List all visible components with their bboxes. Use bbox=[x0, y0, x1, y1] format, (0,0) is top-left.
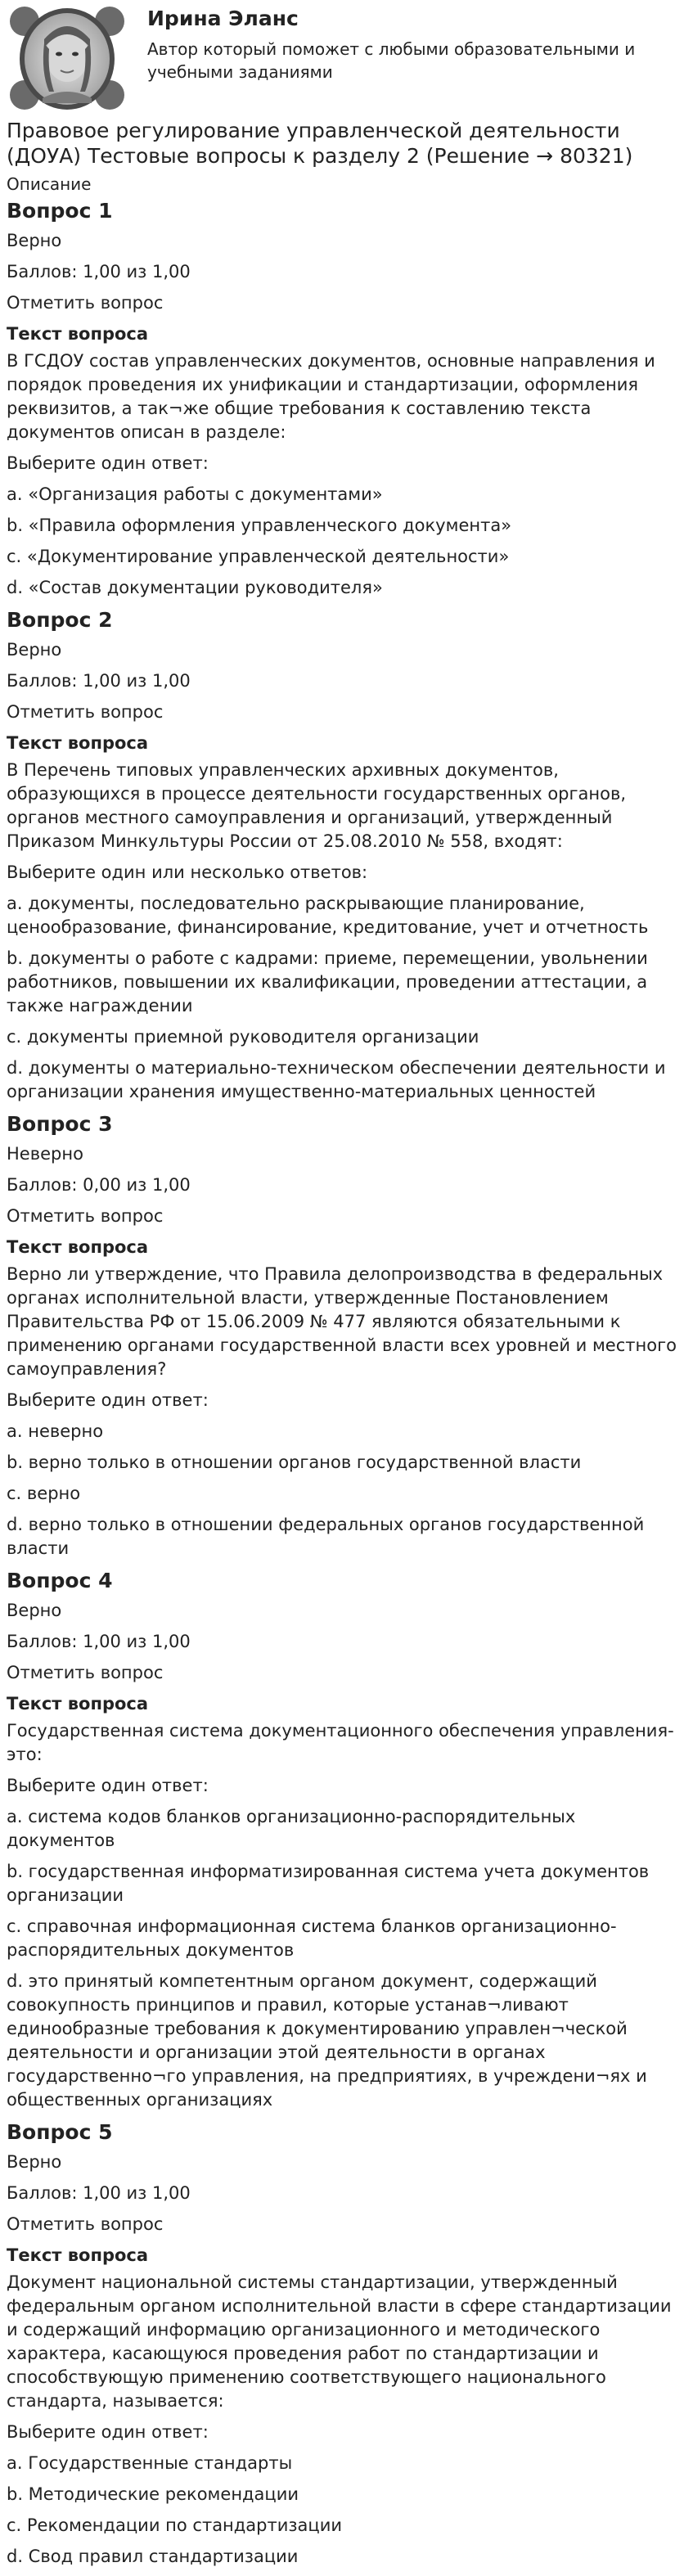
question-text-label: Текст вопроса bbox=[7, 733, 149, 753]
flag-question-link[interactable]: Отметить вопрос bbox=[7, 2214, 164, 2234]
question-status: Верно bbox=[7, 640, 62, 660]
author-name: Ирина Эланс bbox=[147, 7, 299, 30]
answer-prompt: Выберите один ответ: bbox=[7, 453, 209, 473]
question-title: Вопрос 3 bbox=[7, 1112, 113, 1136]
question-score: Баллов: 1,00 из 1,00 bbox=[7, 671, 191, 691]
question-text: В ГСДОУ состав управленческих документов, основные направления и порядок проведения их унификации и стандартизации, оформления реквизитов, а так¬же общие требования к составлению текста документов описан в разделе: bbox=[7, 351, 655, 442]
page-title: Правовое регулирование управленческой деятельности (ДОУА) Тестовые вопросы к разделу 2 (Решение → 80321) bbox=[7, 119, 633, 168]
answer-prompt: Выберите один ответ: bbox=[7, 2422, 209, 2442]
answer-option[interactable]: d. «Состав документации руководителя» bbox=[7, 578, 383, 597]
questions-list bbox=[7, 198, 686, 2569]
answer-list bbox=[7, 892, 686, 1104]
answer-option[interactable]: a. «Организация работы с документами» bbox=[7, 484, 383, 504]
answer-option[interactable]: d. это принятый компетентным органом документ, содержащий совокупность принципов и правил, которые устанав¬ливают единообразные требования к документированию управлен¬ческой деятельности и организации этой деятельности в органах государственно¬го управления, на предприятиях, в учреждени¬ях и общественных организациях bbox=[7, 1971, 647, 2110]
question-status: Верно bbox=[7, 231, 62, 250]
answer-prompt: Выберите один или несколько ответов: bbox=[7, 862, 368, 882]
question-block bbox=[7, 2119, 686, 2569]
question-status: Верно bbox=[7, 2152, 62, 2172]
answer-option[interactable]: d. документы о материально-техническом обеспечении деятельности и организации хранения имущественно-материальных ценностей bbox=[7, 1058, 666, 1101]
question-text-label: Текст вопроса bbox=[7, 1694, 149, 1714]
answer-option[interactable]: c. документы приемной руководителя организации bbox=[7, 1027, 479, 1047]
main-content bbox=[0, 118, 693, 2569]
question-status: Неверно bbox=[7, 1144, 83, 1164]
question-text-label: Текст вопроса bbox=[7, 2245, 149, 2265]
question-block bbox=[7, 607, 686, 1104]
answer-option[interactable]: c. Рекомендации по стандартизации bbox=[7, 2515, 343, 2535]
answer-option[interactable]: c. «Документирование управленческой деятельности» bbox=[7, 547, 510, 566]
answer-option[interactable]: b. верно только в отношении органов государственной власти bbox=[7, 1452, 582, 1472]
flag-question-link[interactable]: Отметить вопрос bbox=[7, 293, 164, 313]
answer-option[interactable]: a. неверно bbox=[7, 1421, 104, 1441]
question-text: Верно ли утверждение, что Правила делопроизводства в федеральных органах исполнительной власти, утвержденные Постановлением Правительства РФ от 15.06.2009 № 477 являются обязательными к применению органами государственной власти всех уровней и местного самоуправления? bbox=[7, 1264, 677, 1379]
question-score: Баллов: 1,00 из 1,00 bbox=[7, 262, 191, 281]
answer-list bbox=[7, 2452, 686, 2569]
question-title: Вопрос 4 bbox=[7, 1569, 113, 1592]
flag-question-link[interactable]: Отметить вопрос bbox=[7, 1663, 164, 1682]
question-score: Баллов: 1,00 из 1,00 bbox=[7, 2183, 191, 2203]
description-label: Описание bbox=[7, 174, 92, 194]
question-title: Вопрос 2 bbox=[7, 608, 113, 632]
answer-option[interactable]: a. документы, последовательно раскрывающие планирование, ценообразование, финансирование, кредитование, учет и отчетность bbox=[7, 894, 649, 937]
answer-option[interactable]: c. справочная информационная система бланков организационно-распорядительных документов bbox=[7, 1916, 617, 1960]
answer-option[interactable]: b. Методические рекомендации bbox=[7, 2484, 299, 2504]
question-text-label: Текст вопроса bbox=[7, 1237, 149, 1257]
answer-option[interactable]: c. верно bbox=[7, 1484, 81, 1503]
answer-option[interactable]: d. Свод правил стандартизации bbox=[7, 2547, 299, 2566]
answer-option[interactable]: d. верно только в отношении федеральных органов государственной власти bbox=[7, 1515, 645, 1558]
question-score: Баллов: 1,00 из 1,00 bbox=[7, 1632, 191, 1651]
answer-option[interactable]: b. государственная информатизированная система учета документов организации bbox=[7, 1862, 650, 1905]
question-text: В Перечень типовых управленческих архивных документов, образующихся в процессе деятельности государственных органов, органов местного самоуправления и организаций, утвержденный Приказом Минкультуры России от 25.08.2010 № 558, входят: bbox=[7, 760, 627, 851]
answer-list bbox=[7, 483, 686, 600]
author-header bbox=[0, 0, 693, 115]
question-title: Вопрос 5 bbox=[7, 2120, 113, 2144]
question-text: Документ национальной системы стандартизации, утвержденный федеральным органом исполнительной власти в сфере стандартизации и содержащий информацию организационного и методического характера, касающуюся проведения работ по стандартизации и способствующую применению соответствующего национального стандарта, называется: bbox=[7, 2272, 672, 2411]
question-text-label: Текст вопроса bbox=[7, 324, 149, 344]
flag-question-link[interactable]: Отметить вопрос bbox=[7, 1206, 164, 1226]
answer-option[interactable]: b. документы о работе с кадрами: приеме, перемещении, увольнении работников, повышении их квалификации, проведении аттестации, а также награждении bbox=[7, 948, 648, 1016]
question-title: Вопрос 1 bbox=[7, 199, 113, 223]
answer-prompt: Выберите один ответ: bbox=[7, 1390, 209, 1410]
question-score: Баллов: 0,00 из 1,00 bbox=[7, 1175, 191, 1195]
flag-question-link[interactable]: Отметить вопрос bbox=[7, 702, 164, 722]
question-block bbox=[7, 1568, 686, 2112]
author-avatar bbox=[7, 7, 128, 111]
answer-list bbox=[7, 1420, 686, 1560]
question-status: Верно bbox=[7, 1601, 62, 1620]
question-block bbox=[7, 198, 686, 600]
answer-option[interactable]: b. «Правила оформления управленческого документа» bbox=[7, 516, 512, 535]
answer-option[interactable]: a. Государственные стандарты bbox=[7, 2453, 293, 2473]
question-text: Государственная система документационного обеспечения управления-это: bbox=[7, 1721, 674, 1764]
question-block bbox=[7, 1111, 686, 1560]
answer-prompt: Выберите один ответ: bbox=[7, 1776, 209, 1795]
answer-option[interactable]: a. система кодов бланков организационно-распорядительных документов bbox=[7, 1807, 576, 1850]
author-description: Автор который поможет с любыми образовательными и учебными заданиями bbox=[147, 39, 636, 82]
answer-list bbox=[7, 1805, 686, 2112]
